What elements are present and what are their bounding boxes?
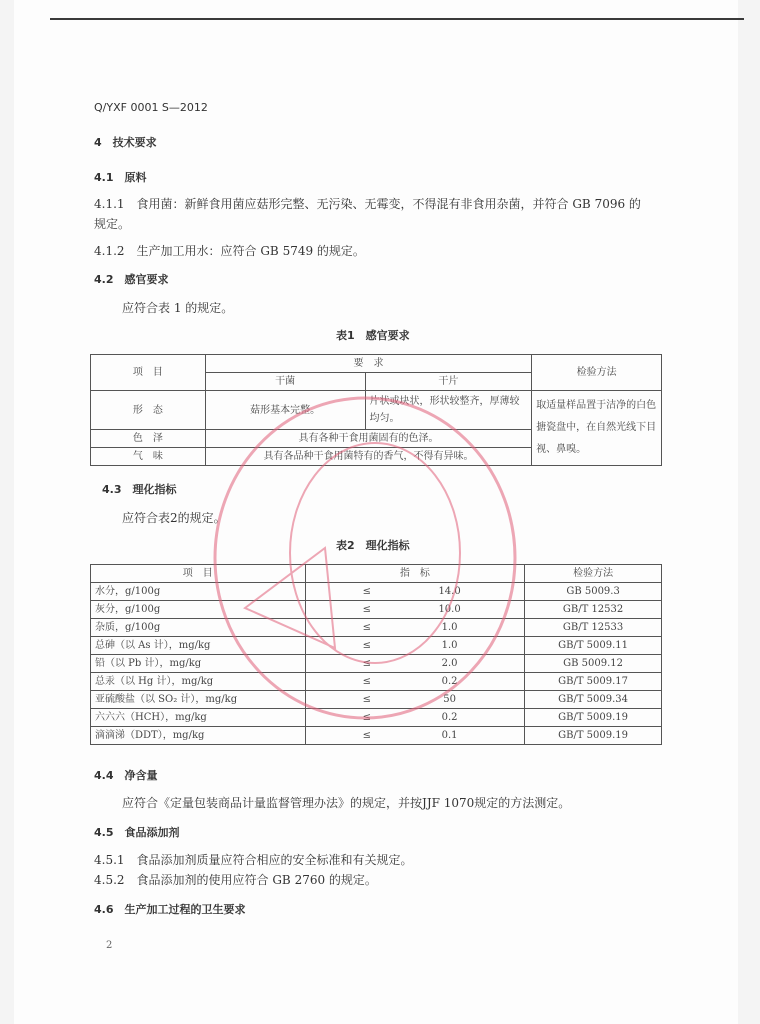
table2-row [91,655,662,673]
table2-cell-value: 50 [375,691,525,709]
table2-header-item: 项 目 [91,565,306,583]
section-4-5-2: 4.5.2 食品添加剂的使用应符合 GB 2760 的规定。 [94,873,377,887]
table2-cell-method: GB/T 5009.19 [525,709,662,727]
table2-cell-value: 1.0 [375,619,525,637]
section-4-heading: 4 技术要求 [94,136,157,149]
section-4-3-text: 应符合表2的规定。 [122,511,226,525]
table1-row-shape-label: 形 态 [91,391,206,430]
table2-cell-method: GB 5009.3 [525,583,662,601]
table1-header-dry-mushroom: 干菌 [205,373,365,391]
table2-cell-op: ≤ [305,637,375,655]
table2-row [91,601,662,619]
table1-method: 取适量样品置于洁净的白色搪瓷盘中，在自然光线下目视、鼻嗅。 [532,391,662,466]
table1-row-smell-label: 气 味 [91,448,206,466]
table2-cell-item: 亚硫酸盐（以 SO₂ 计），mg/kg [91,691,306,709]
section-4-2-text: 应符合表 1 的规定。 [122,301,234,315]
table2-cell-value: 2.0 [375,655,525,673]
table2-cell-op: ≤ [305,709,375,727]
table1-header-method: 检验方法 [532,355,662,391]
table2-cell-op: ≤ [305,673,375,691]
table2-cell-method: GB/T 5009.19 [525,727,662,745]
table1-row-shape-value1: 菇形基本完整。 [205,391,365,430]
section-4-4-text: 应符合《定量包装商品计量监督管理办法》的规定，并按JJF 1070规定的方法测定。 [122,796,571,810]
table1-header-dry-slice: 干片 [365,373,532,391]
section-4-1-1-line1: 4.1.1 食用菌：新鲜食用菌应菇形完整、无污染、无霉变，不得混有非食用杂菌，并符合 GB 7096 的 [94,197,641,211]
table2-header-index: 指 标 [305,565,525,583]
table2-row [91,673,662,691]
section-4-2-heading: 4.2 感官要求 [94,273,169,286]
section-4-4-heading: 4.4 净含量 [94,769,158,782]
table1-row-shape-value2: 片状或块状，形状较整齐，厚薄较均匀。 [365,391,532,430]
table1-row-smell-value: 具有各品种干食用菌特有的香气，不得有异味。 [205,448,531,466]
section-4-6-heading: 4.6 生产加工过程的卫生要求 [94,903,246,916]
table2-caption: 表2 理化指标 [336,539,410,552]
section-4-1-heading: 4.1 原料 [94,171,147,184]
table1-caption: 表1 感官要求 [336,329,410,342]
section-4-5-heading: 4.5 食品添加剂 [94,826,180,839]
table2-cell-item: 杂质，g/100g [91,619,306,637]
doc-code: Q/YXF 0001 S—2012 [94,101,208,114]
table2-header-method: 检验方法 [525,565,662,583]
table2-row [91,637,662,655]
table2-cell-value: 10.0 [375,601,525,619]
table2-cell-value: 1.0 [375,637,525,655]
table2-cell-value: 0.2 [375,709,525,727]
table2-cell-method: GB/T 12533 [525,619,662,637]
table2-cell-item: 总汞（以 Hg 计），mg/kg [91,673,306,691]
table2-cell-value: 14.0 [375,583,525,601]
table2-row [91,691,662,709]
table2-cell-item: 灰分，g/100g [91,601,306,619]
table2-cell-item: 六六六（HCH），mg/kg [91,709,306,727]
table2-cell-method: GB 5009.12 [525,655,662,673]
table2-cell-op: ≤ [305,619,375,637]
section-4-5-1: 4.5.1 食品添加剂质量应符合相应的安全标准和有关规定。 [94,853,413,867]
table2-cell-method: GB/T 5009.11 [525,637,662,655]
table2-row [91,619,662,637]
table1-row-color-value: 具有各种干食用菌固有的色泽。 [205,430,531,448]
table1-header-item: 项 目 [91,355,206,391]
section-4-3-heading: 4.3 理化指标 [102,483,177,496]
table2-cell-op: ≤ [305,655,375,673]
table2-cell-op: ≤ [305,691,375,709]
table2-row [91,583,662,601]
page-number: 2 [106,940,113,951]
header-rule [50,18,744,20]
document-page [14,0,738,1024]
table2-cell-value: 0.2 [375,673,525,691]
table1 [90,354,662,466]
table2-cell-method: GB/T 5009.17 [525,673,662,691]
table2-cell-value: 0.1 [375,727,525,745]
table2 [90,564,662,745]
table2-cell-method: GB/T 12532 [525,601,662,619]
table2-cell-op: ≤ [305,601,375,619]
table2-cell-method: GB/T 5009.34 [525,691,662,709]
table2-row [91,709,662,727]
table2-cell-item: 总砷（以 As 计），mg/kg [91,637,306,655]
table1-header-requirement: 要 求 [205,355,531,373]
table2-cell-item: 滴滴涕（DDT），mg/kg [91,727,306,745]
table2-cell-op: ≤ [305,583,375,601]
table2-cell-item: 铅（以 Pb 计），mg/kg [91,655,306,673]
section-4-1-2: 4.1.2 生产加工用水：应符合 GB 5749 的规定。 [94,244,365,258]
table2-cell-item: 水分，g/100g [91,583,306,601]
section-4-1-1-line2: 规定。 [94,217,131,231]
table2-row [91,727,662,745]
table2-cell-op: ≤ [305,727,375,745]
table1-row-color-label: 色 泽 [91,430,206,448]
